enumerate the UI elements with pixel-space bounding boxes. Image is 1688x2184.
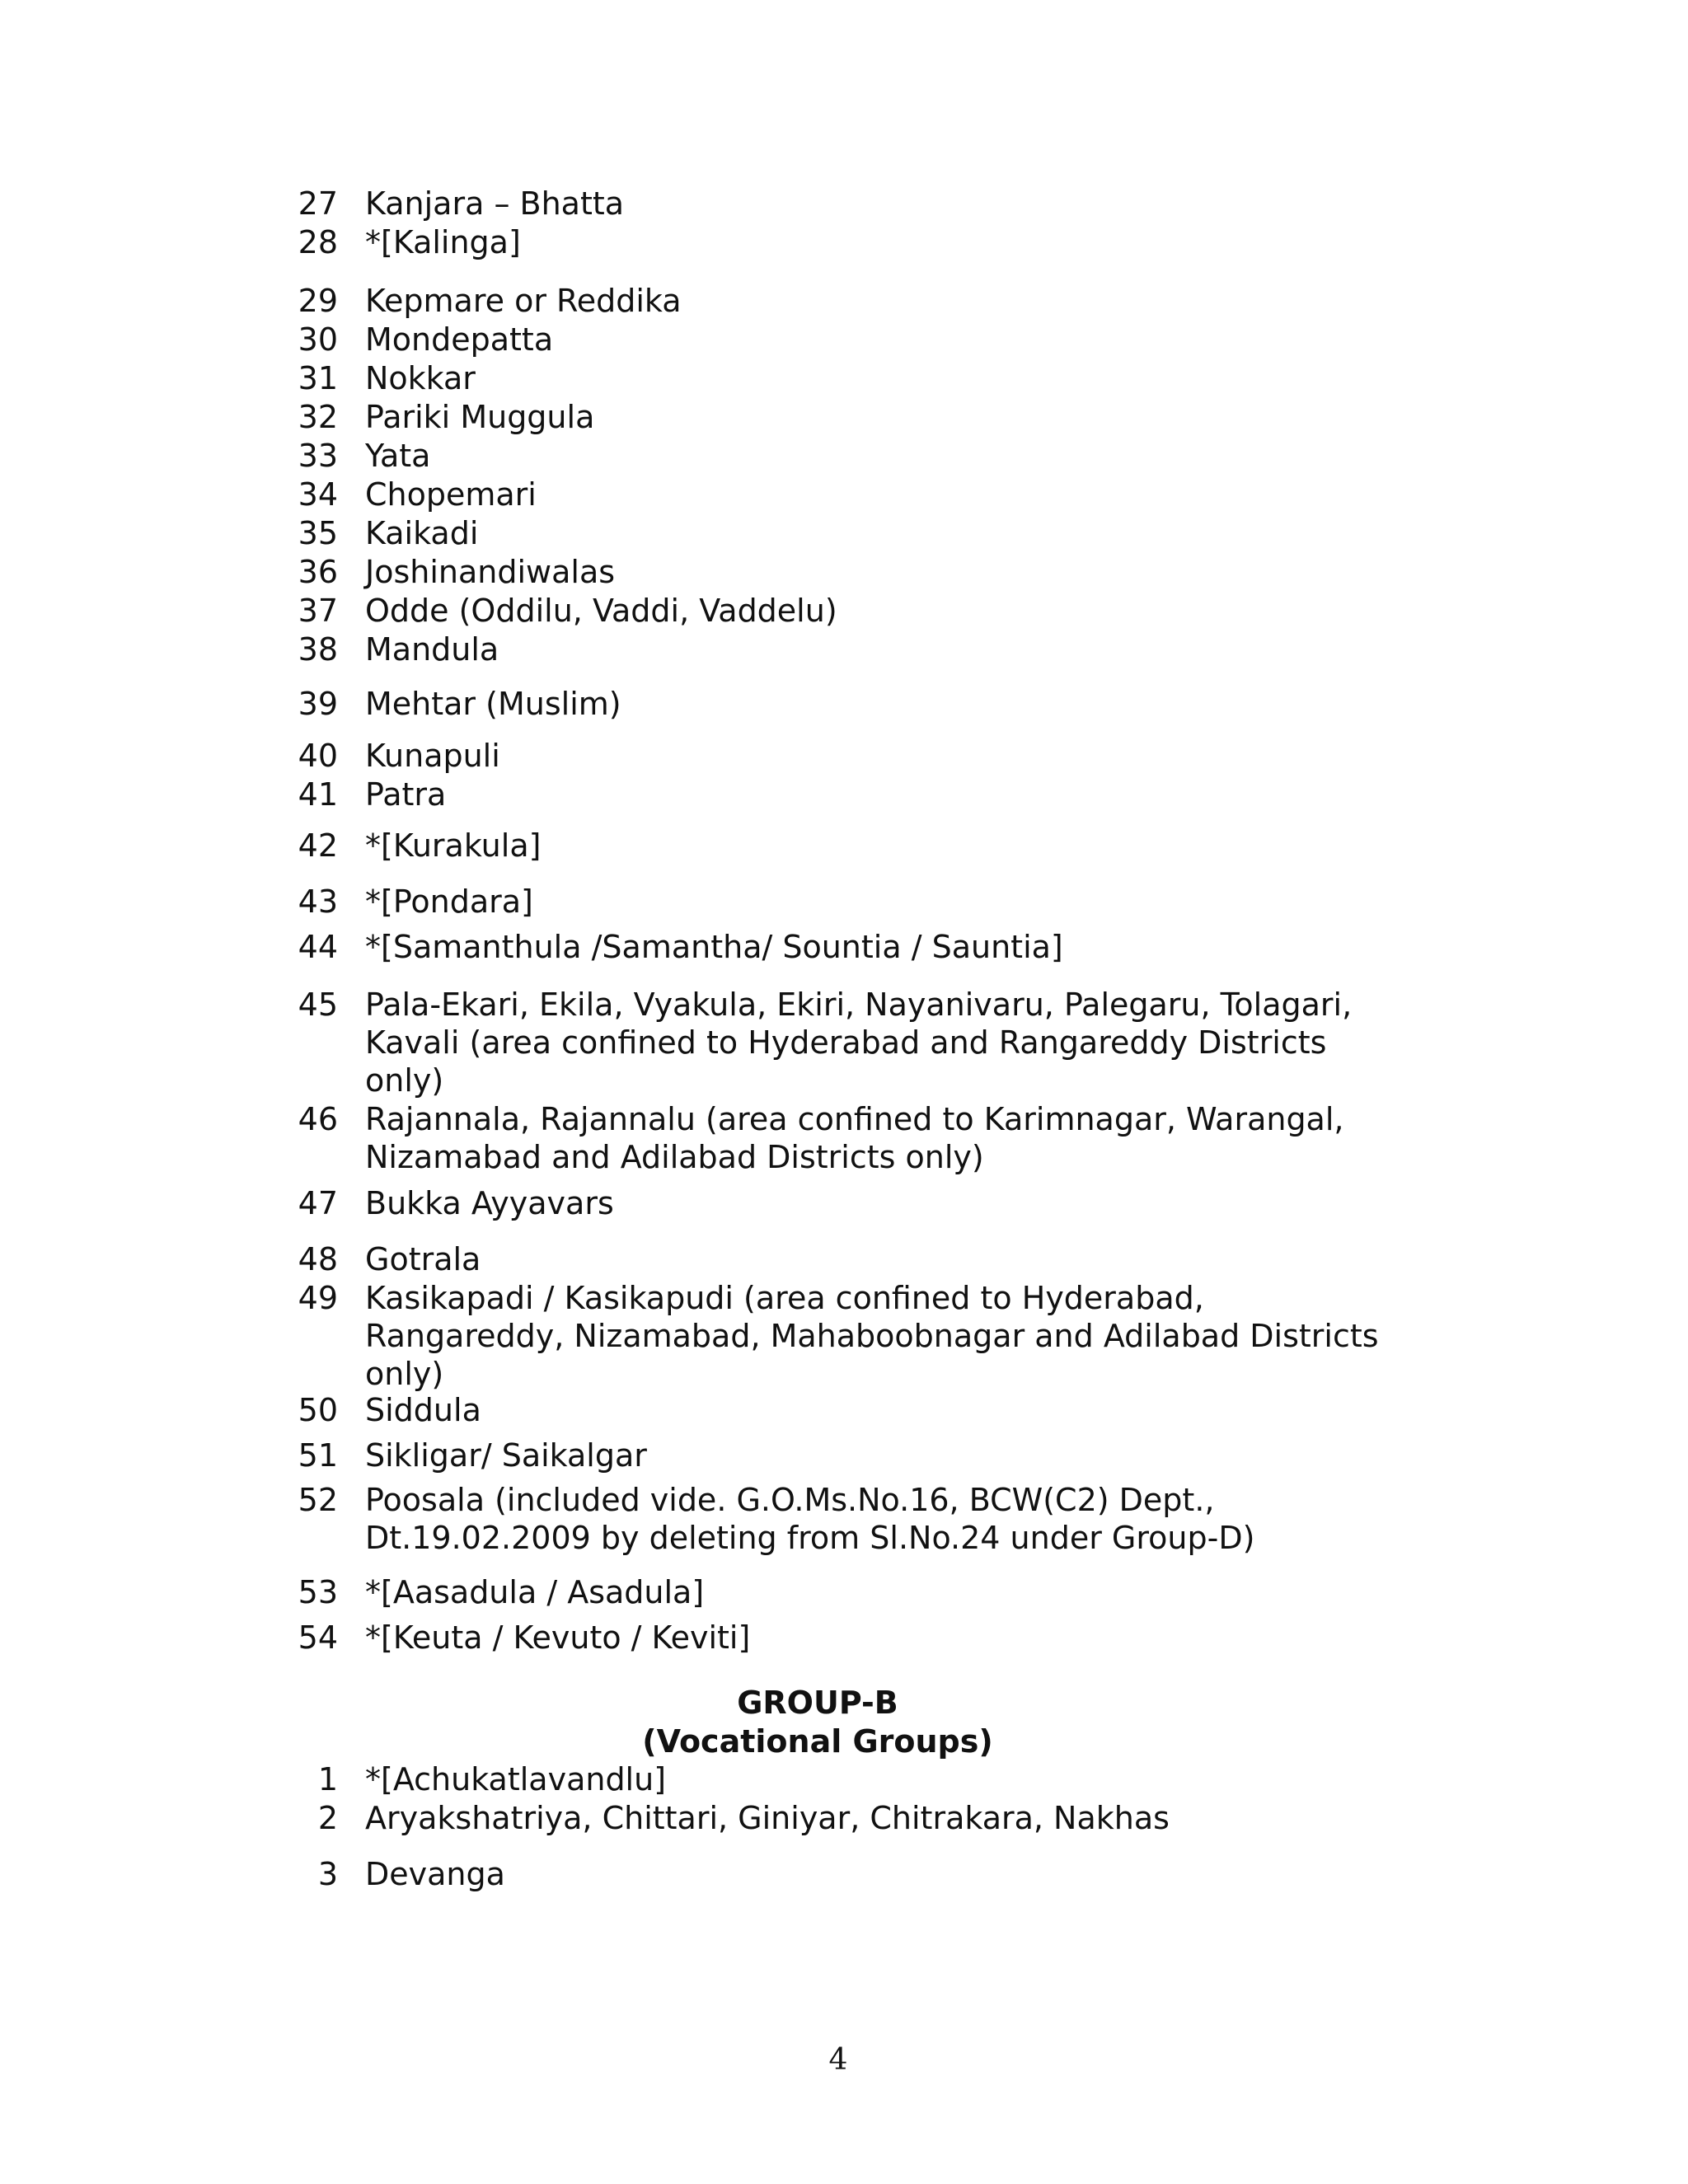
item-name: *[Aasadula / Asadula]	[365, 1574, 705, 1610]
item-number: 48	[298, 1241, 338, 1277]
item-name: Yata	[365, 438, 431, 474]
item-name: Nokkar	[365, 360, 476, 396]
list-item	[280, 514, 1418, 552]
item-number: 39	[298, 686, 338, 722]
item-name: Odde (Oddilu, Vaddi, Vaddelu)	[365, 593, 837, 629]
item-number: 35	[298, 515, 338, 551]
item-number: 28	[298, 224, 338, 260]
item-number: 31	[298, 360, 338, 396]
item-number: 30	[298, 321, 338, 358]
item-name: Kasikapadi / Kasikapudi (area confined to Hyderabad, Rangareddy, Nizamabad, Mahaboobnagar and Adilabad Districts only)	[365, 1280, 1379, 1392]
item-number: 29	[298, 283, 338, 319]
item-number: 38	[298, 631, 338, 668]
item-number: 32	[298, 399, 338, 435]
list-item	[280, 986, 1418, 1099]
item-number: 41	[298, 776, 338, 813]
item-number: 49	[298, 1280, 338, 1316]
item-number: 34	[298, 476, 338, 513]
item-name: Bukka Ayyavars	[365, 1185, 614, 1221]
item-name: Kaikadi	[365, 515, 479, 551]
item-number: 45	[298, 987, 338, 1023]
item-number: 51	[298, 1437, 338, 1474]
item-number: 27	[298, 185, 338, 222]
item-name: Rajannala, Rajannalu (area confined to Karimnagar, Warangal, Nizamabad and Adilabad Districts only)	[365, 1101, 1344, 1175]
page-number: 4	[828, 2043, 848, 2077]
item-number: 37	[298, 593, 338, 629]
list-item	[280, 321, 1418, 359]
list-item	[280, 1100, 1418, 1176]
item-name: Chopemari	[365, 476, 537, 513]
list-item	[280, 359, 1418, 397]
item-name: Gotrala	[365, 1241, 481, 1277]
list-item	[280, 928, 1418, 966]
list-item	[280, 883, 1418, 921]
list-item	[280, 776, 1418, 813]
list-item	[280, 630, 1418, 668]
item-name: Mehtar (Muslim)	[365, 686, 621, 722]
list-item	[280, 1619, 1418, 1657]
item-name: *[Kurakula]	[365, 827, 542, 864]
item-name: Patra	[365, 776, 447, 813]
item-name: *[Achukatlavandlu]	[365, 1761, 667, 1797]
list-item	[280, 553, 1418, 591]
list-item	[280, 1240, 1418, 1278]
item-number: 1	[317, 1761, 338, 1797]
list-item	[280, 398, 1418, 436]
item-name: Aryakshatriya, Chittari, Giniyar, Chitrakara, Nakhas	[365, 1800, 1170, 1836]
list-item	[280, 827, 1418, 865]
item-name: Pariki Muggula	[365, 399, 595, 435]
item-name: Siddula	[365, 1392, 481, 1428]
item-name: *[Keuta / Kevuto / Keviti]	[365, 1619, 751, 1656]
list-item	[280, 223, 1418, 261]
item-name: Mondepatta	[365, 321, 554, 358]
group-b-subtitle: (Vocational Groups)	[642, 1723, 993, 1760]
item-number: 3	[317, 1856, 338, 1892]
item-number: 33	[298, 438, 338, 474]
list-item	[280, 1481, 1418, 1557]
list-item	[280, 737, 1418, 775]
item-name: Kepmare or Reddika	[365, 283, 682, 319]
list-item	[280, 685, 1418, 723]
list-item	[280, 1855, 1418, 1893]
list-item	[280, 1279, 1418, 1393]
item-name: Kanjara – Bhatta	[365, 185, 625, 222]
item-name: *[Samanthula /Samantha/ Sountia / Sauntia]	[365, 929, 1063, 965]
list-item	[280, 185, 1418, 223]
list-item	[280, 437, 1418, 475]
item-name: Poosala (included vide. G.O.Ms.No.16, BCW(C2) Dept., Dt.19.02.2009 by deleting from Sl.No.24 under Group-D)	[365, 1482, 1255, 1556]
item-name: Pala-Ekari, Ekila, Vyakula, Ekiri, Nayanivaru, Palegaru, Tolagari, Kavali (area confined to Hyderabad and Rangareddy Districts only)	[365, 987, 1353, 1099]
group-b-title: GROUP-B	[737, 1685, 898, 1721]
item-name: *[Kalinga]	[365, 224, 521, 260]
item-number: 46	[298, 1101, 338, 1137]
item-name: Devanga	[365, 1856, 505, 1892]
list-item	[280, 476, 1418, 513]
item-number: 47	[298, 1185, 338, 1221]
list-item	[280, 282, 1418, 320]
list-item	[280, 1436, 1418, 1474]
list-item	[280, 1760, 1418, 1798]
list-item	[280, 1573, 1418, 1611]
list-item	[280, 1391, 1418, 1429]
item-number: 53	[298, 1574, 338, 1610]
item-name: Sikligar/ Saikalgar	[365, 1437, 647, 1474]
item-number: 44	[298, 929, 338, 965]
item-name: Mandula	[365, 631, 499, 668]
item-name: Kunapuli	[365, 738, 500, 774]
item-number: 36	[298, 554, 338, 590]
item-number: 54	[298, 1619, 338, 1656]
item-number: 42	[298, 827, 338, 864]
item-number: 50	[298, 1392, 338, 1428]
list-item	[280, 592, 1418, 630]
list-item	[280, 1184, 1418, 1222]
item-name: Joshinandiwalas	[365, 554, 616, 590]
item-number: 40	[298, 738, 338, 774]
list-item	[280, 1799, 1418, 1837]
item-number: 52	[298, 1482, 338, 1518]
item-name: *[Pondara]	[365, 883, 533, 920]
item-number: 2	[317, 1800, 338, 1836]
item-number: 43	[298, 883, 338, 920]
